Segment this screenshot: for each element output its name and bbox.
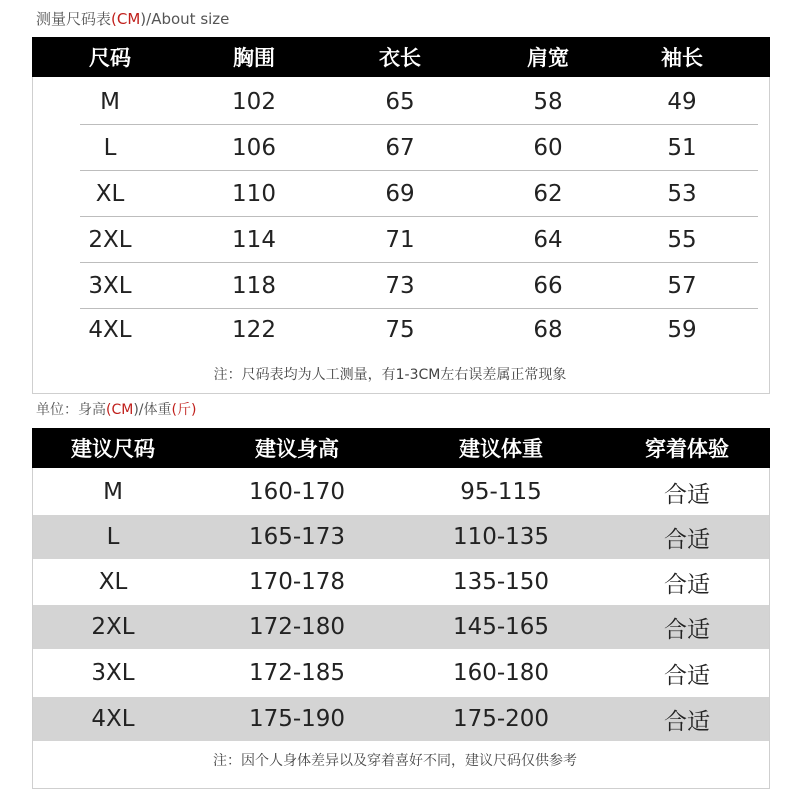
chest-cell: 114 bbox=[232, 226, 276, 253]
shoulder-cell: 64 bbox=[533, 226, 563, 253]
chest-cell: 110 bbox=[232, 180, 276, 207]
table-row bbox=[33, 697, 769, 741]
measure-heading-suffix: )/About size bbox=[140, 10, 230, 28]
size-cell: 4XL bbox=[88, 317, 132, 343]
unit-heading-paren-close: ) bbox=[190, 402, 197, 418]
table-row bbox=[80, 125, 758, 171]
fit-cell: 合适 bbox=[664, 708, 710, 735]
measure-heading bbox=[36, 9, 229, 29]
chest-cell: 102 bbox=[232, 88, 276, 115]
weight-cell: 110-135 bbox=[452, 524, 550, 550]
weight-cell: 175-200 bbox=[452, 706, 550, 732]
table-row bbox=[80, 79, 758, 125]
measure-table-header bbox=[32, 37, 770, 77]
size-cell: L bbox=[103, 134, 117, 161]
fit-cell: 合适 bbox=[664, 481, 710, 508]
unit-heading-paren: ( bbox=[106, 402, 112, 418]
fit-cell: 合适 bbox=[664, 616, 710, 643]
length-cell: 71 bbox=[385, 226, 415, 253]
weight-cell: 95-115 bbox=[460, 479, 542, 505]
measure-heading-unit: CM bbox=[116, 10, 141, 28]
weight-cell: 145-165 bbox=[452, 614, 550, 640]
unit-heading bbox=[36, 400, 196, 420]
shoulder-cell: 66 bbox=[533, 272, 563, 299]
table-row bbox=[33, 649, 769, 697]
size-cell: L bbox=[106, 524, 120, 550]
height-cell: 175-190 bbox=[248, 706, 346, 732]
recommend-note: 注：因个人身体差异以及穿着喜好不同，建议尺码仅供参考 bbox=[213, 753, 577, 769]
measure-note: 注：尺码表均为人工测量，有1-3CM左右误差属正常现象 bbox=[213, 367, 567, 383]
measure-header-chest: 胸围 bbox=[233, 46, 275, 70]
shoulder-cell: 58 bbox=[533, 88, 563, 115]
length-cell: 69 bbox=[385, 180, 415, 207]
size-cell: M bbox=[100, 88, 120, 115]
table-row bbox=[80, 263, 758, 309]
length-cell: 75 bbox=[385, 317, 415, 343]
measure-header-length: 衣长 bbox=[379, 46, 421, 70]
table-row bbox=[80, 171, 758, 217]
size-cell: 2XL bbox=[91, 614, 135, 640]
weight-cell: 135-150 bbox=[452, 569, 550, 595]
length-cell: 65 bbox=[385, 88, 415, 115]
chest-cell: 118 bbox=[232, 272, 276, 299]
recommend-header-fit: 穿着体验 bbox=[645, 437, 729, 461]
unit-heading-label: 单位：身高 bbox=[36, 402, 106, 418]
height-cell: 170-178 bbox=[248, 569, 346, 595]
fit-cell: 合适 bbox=[664, 571, 710, 598]
sleeve-cell: 49 bbox=[667, 88, 697, 115]
unit-heading-jin: 斤 bbox=[176, 402, 191, 418]
unit-heading-weight: )/体重 bbox=[133, 402, 172, 418]
size-cell: 3XL bbox=[88, 272, 132, 299]
size-cell: 3XL bbox=[91, 660, 135, 686]
table-row bbox=[33, 605, 769, 649]
sleeve-cell: 55 bbox=[667, 226, 697, 253]
measure-header-shoulder: 肩宽 bbox=[527, 46, 569, 70]
table-row bbox=[33, 469, 769, 515]
fit-cell: 合适 bbox=[664, 662, 710, 689]
weight-cell: 160-180 bbox=[452, 660, 550, 686]
height-cell: 160-170 bbox=[248, 479, 346, 505]
shoulder-cell: 60 bbox=[533, 134, 563, 161]
shoulder-cell: 62 bbox=[533, 180, 563, 207]
sleeve-cell: 53 bbox=[667, 180, 697, 207]
sleeve-cell: 57 bbox=[667, 272, 697, 299]
recommend-table-header bbox=[32, 428, 770, 468]
recommend-header-weight: 建议体重 bbox=[459, 437, 543, 461]
recommend-header-height: 建议身高 bbox=[255, 437, 339, 461]
chest-cell: 106 bbox=[232, 134, 276, 161]
size-cell: M bbox=[103, 479, 123, 505]
fit-cell: 合适 bbox=[664, 526, 710, 553]
length-cell: 67 bbox=[385, 134, 415, 161]
size-cell: XL bbox=[95, 180, 125, 207]
sleeve-cell: 51 bbox=[667, 134, 697, 161]
height-cell: 172-180 bbox=[248, 614, 346, 640]
table-row bbox=[80, 217, 758, 263]
sleeve-cell: 59 bbox=[667, 317, 697, 343]
size-cell: 2XL bbox=[88, 226, 132, 253]
measure-heading-paren: ( bbox=[111, 10, 117, 28]
height-cell: 172-185 bbox=[248, 660, 346, 686]
table-row bbox=[33, 515, 769, 559]
shoulder-cell: 68 bbox=[533, 317, 563, 343]
table-row bbox=[33, 559, 769, 605]
unit-heading-cm: CM bbox=[111, 402, 134, 418]
measure-header-sleeve: 袖长 bbox=[661, 46, 703, 70]
recommend-header-size: 建议尺码 bbox=[71, 437, 155, 461]
size-cell: 4XL bbox=[91, 706, 135, 732]
measure-heading-label: 测量尺码表 bbox=[36, 10, 112, 28]
height-cell: 165-173 bbox=[248, 524, 346, 550]
table-row bbox=[80, 309, 758, 351]
size-cell: XL bbox=[98, 569, 128, 595]
length-cell: 73 bbox=[385, 272, 415, 299]
unit-heading-paren-2: ( bbox=[171, 402, 177, 418]
chest-cell: 122 bbox=[232, 317, 276, 343]
measure-header-size: 尺码 bbox=[89, 46, 131, 70]
